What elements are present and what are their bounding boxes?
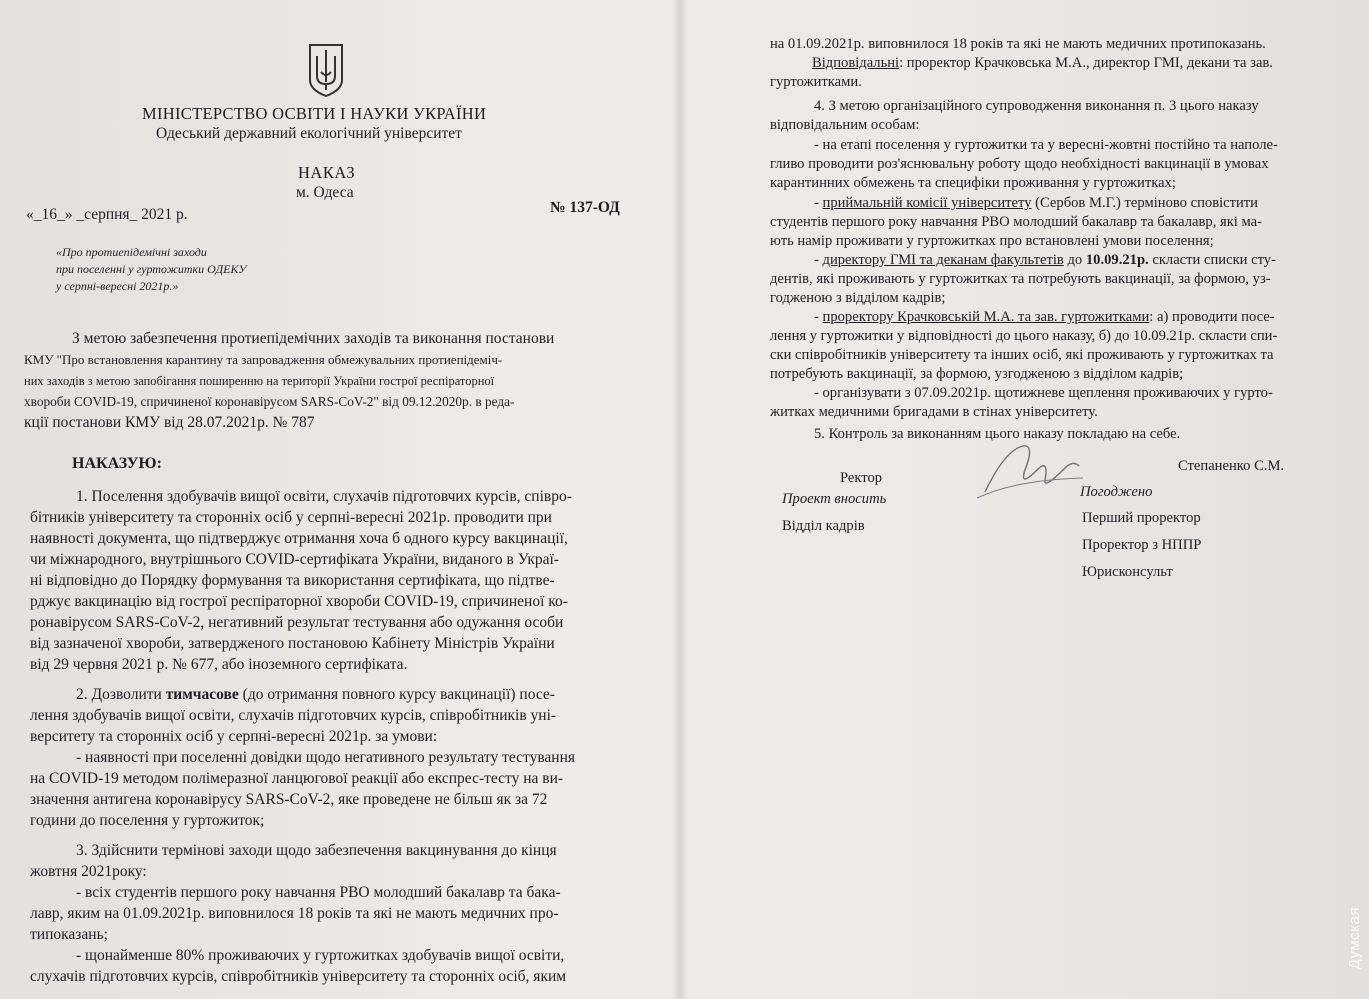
p2-line: лення здобувачів вищої освіти, слухачів підготовчих курсів, співробітників уні- — [30, 707, 557, 724]
agreed-vicerector-nppr: Проректор з НППР — [1082, 537, 1202, 553]
p4-line: годженою з відділом кадрів; — [770, 290, 946, 306]
preamble-line: кції постанови КМУ від 28.07.2021р. № 787 — [24, 414, 315, 431]
rector-label: Ректор — [840, 470, 883, 486]
p1-line: бітників університету та сторонніх осіб у серпні-вересні 2021р. проводити при — [30, 509, 552, 526]
p3-line: типоказань; — [30, 926, 108, 943]
p3-line: лавр, яким на 01.09.2021р. виповнилося 18 років та які не мають медичних про- — [30, 905, 559, 922]
preamble-line: З метою забезпечення протиепідемічних заходів та виконання постанови — [72, 330, 555, 347]
order-word: НАКАЗУЮ: — [72, 455, 162, 472]
agreed-legal-counsel: Юрисконсульт — [1082, 564, 1173, 580]
rector-name: Степаненко С.М. — [1178, 458, 1285, 474]
p4-bullet-vicerector: - проректору Крачковській М.А. та зав. гуртожитками: а) проводити посе- — [814, 309, 1275, 325]
page-fold — [672, 0, 688, 999]
ministry-title: МІНІСТЕРСТВО ОСВІТИ І НАУКИ УКРАЇНИ — [142, 104, 487, 123]
order-date: «_16_» _серпня_ 2021 р. — [26, 206, 188, 223]
p4-line: гливо проводити роз'яснювальну роботу щодо необхідності вакцинації в умовах — [770, 156, 1269, 172]
admissions-rest: (Сербов М.Г.) терміново сповістити — [1031, 195, 1258, 211]
p5-line: 5. Контроль за виконанням цього наказу покладаю на себе. — [814, 426, 1181, 442]
p2-line: значення антигена коронавірусу SARS-CoV-2, яке проведене не більш як за 72 — [30, 791, 548, 808]
p4-line: житках медичними бригадами в стінах університету. — [770, 404, 1098, 420]
p4-line: ють намір проживати у гуртожитках про встановлені умови поселення; — [770, 233, 1214, 249]
p2-first-line — [76, 684, 555, 706]
subject-line-1: «Про протиепідемічні заходи — [56, 245, 207, 259]
p2-line: години до поселення у гуртожиток; — [30, 812, 265, 829]
p4-line: лення у гуртожитки у відповідності до цього наказу, б) до 10.09.21р. скласти спи- — [770, 328, 1278, 344]
p1-line: ні відповідно до Порядку формування та використання сертифіката, що підтве- — [30, 572, 555, 589]
trident-emblem-icon — [306, 42, 346, 98]
watermark: Думская — [1346, 906, 1363, 969]
p1-line: ронавірусом SARS-CoV-2, негативний результат тестування або одужання особи — [30, 614, 564, 631]
preamble-line: хвороби COVID-19, спричиненої коронавірусом SARS-CoV-2" від 09.12.2020р. в реда- — [24, 394, 515, 409]
doc-type: НАКАЗ — [298, 163, 356, 182]
submits-by: Відділ кадрів — [782, 518, 865, 534]
p1-line: від зазначеної хвороби, затвердженого постановою Кабінету Міністрів України — [30, 635, 555, 652]
p4-bullet-admissions: - приймальній комісії університету (Сербов М.Г.) терміново сповістити — [814, 195, 1258, 211]
subject-line-2: при поселенні у гуртожитки ОДЕКУ — [56, 262, 247, 276]
p3-line: слухачів підготовчих курсів, співробітників університету та сторонніх осіб, яким — [30, 968, 567, 985]
order-number: № 137-ОД — [550, 199, 620, 216]
p4-line: карантинних обмежень та специфіки проживання у гуртожитках; — [770, 175, 1176, 191]
p4-line: студентів першого року навчання РВО молодший бакалавр та бакалавр, які ма- — [770, 214, 1262, 230]
right-line: на 01.09.2021р. виповнилося 18 років та які не мають медичних протипоказань. — [770, 36, 1266, 52]
subject-line-3: у серпні-вересні 2021р.» — [56, 279, 179, 293]
p3-line: 3. Здійснити термінові заходи щодо забезпечення вакцинування до кінця — [76, 842, 557, 859]
p2-start: 2. Дозволити — [76, 686, 166, 703]
p2-line: верситету та сторонніх осіб у серпні-вересні 2021р. за умови: — [30, 728, 438, 745]
city: м. Одеса — [296, 184, 354, 201]
p4-line: - на етапі поселення у гуртожитки та у вересні-жовтні постійно та наполе- — [814, 137, 1278, 153]
p2-bold: тимчасове — [165, 686, 239, 703]
vicerector-label: проректору Крачковській М.А. та зав. гуртожитками — [822, 309, 1150, 325]
submits-label: Проект вносить — [782, 491, 887, 507]
p3-line: жовтня 2021року: — [30, 863, 147, 880]
p3-line: - всіх студентів першого року навчання РВО молодший бакалавр та бака- — [76, 884, 561, 901]
p3-line: - щонайменше 80% проживаючих у гуртожитках здобувачів вищої освіти, — [76, 947, 565, 964]
p1-line: від 29 червня 2021 р. № 677, або іноземного сертифіката. — [30, 656, 408, 673]
vicerector-rest: : а) проводити посе- — [1149, 309, 1275, 325]
responsible-label: Відповідальні — [812, 55, 900, 71]
admissions-committee: приймальній комісії університету — [822, 195, 1032, 211]
university-name: Одеський державний екологічний університет — [156, 125, 462, 142]
rector-signature-icon — [975, 440, 1085, 500]
p1-line: рджує вакцинацію від гострої респіраторної хвороби COVID-19, спричиненої ко- — [30, 593, 568, 610]
p2-rest: (до отримання повного курсу вакцинації) посе- — [238, 686, 555, 703]
p1-line: 1. Поселення здобувачів вищої освіти, слухачів підготовчих курсів, співро- — [76, 488, 572, 505]
p2-line: на COVID-19 методом полімеразної ланцюгової реакції або експрес-тесту на ви- — [30, 770, 564, 787]
p4-line: відповідальним особам: — [770, 117, 920, 133]
responsible-text: : проректор Крачковська М.А., директор ГМІ, декани та зав. — [899, 55, 1273, 71]
p1-line: наявності документа, що підтверджує отримання хоча б одного курсу вакцинації, — [30, 530, 568, 547]
p4-bullet-deans: - директору ГМІ та деканам факультетів до 10.09.21р. скласти списки сту- — [814, 252, 1276, 268]
p4-line: ски співробітників університету та інших осіб, які проживають у гуртожитках та — [770, 347, 1274, 363]
agreed-label: Погоджено — [1080, 484, 1153, 500]
deans-rest: скласти списки сту- — [1148, 252, 1276, 268]
responsible-line — [812, 52, 1273, 74]
agreed-first-vicerector: Перший проректор — [1082, 510, 1201, 526]
p4-line: 4. З метою організаційного супроводження виконання п. 3 цього наказу — [814, 98, 1259, 114]
p4-line: - організувати з 07.09.2021р. щотижневе щеплення проживаючих у гурто- — [814, 385, 1273, 401]
preamble-line: КМУ "Про встановлення карантину та запровадження обмежувальних протиепідеміч- — [24, 352, 503, 367]
deans-mid: до — [1063, 252, 1086, 268]
p2-line: - наявності при поселенні довідки щодо негативного результату тестування — [76, 749, 576, 766]
right-line: гуртожитками. — [770, 74, 862, 90]
deans-deadline: 10.09.21р. — [1085, 252, 1149, 268]
left-page — [20, 0, 660, 999]
preamble-line: них заходів з метою запобігання поширенню на території України гострої респіраторної — [24, 374, 495, 388]
p4-line: потребують вакцинації, за формою, узгодженою з відділом кадрів; — [770, 366, 1184, 382]
p4-line: дентів, які проживають у гуртожитках та потребують вакцинації, за формою, уз- — [770, 271, 1271, 287]
deans-label: директору ГМІ та деканам факультетів — [822, 252, 1064, 268]
p1-line: чи міжнародного, внутрішнього COVID-сертифіката України, виданого в Украї- — [30, 551, 559, 568]
